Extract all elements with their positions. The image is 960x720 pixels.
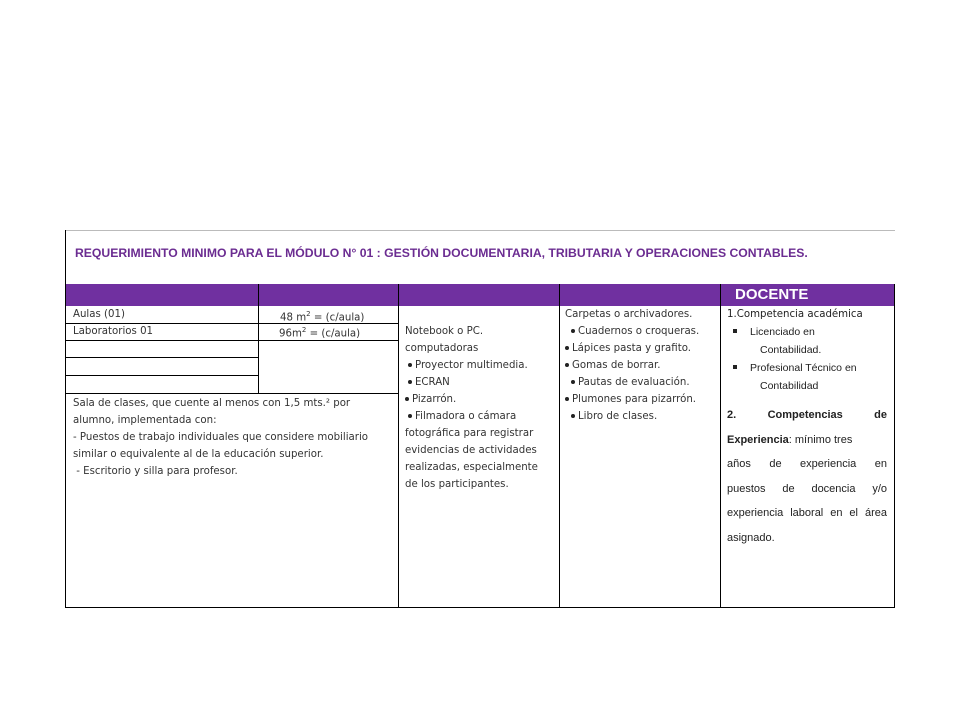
competence-academic-item: Licenciado en Contabilidad.	[727, 323, 889, 359]
sala-line: alumno, implementada con:	[73, 415, 217, 426]
experience-text: : mínimo tres	[788, 433, 853, 446]
equipment-item: Notebook o PC.	[405, 326, 484, 337]
row-line-3	[65, 357, 259, 358]
material-item: Gomas de borrar.	[565, 357, 719, 374]
bullet-icon	[565, 346, 569, 350]
size-value: 48 m	[280, 312, 307, 324]
bullet-icon	[571, 414, 575, 418]
size-value: 96m	[279, 328, 302, 340]
bullet-icon	[571, 329, 575, 333]
bullet-icon	[565, 363, 569, 367]
size-exponent: 2	[301, 326, 307, 334]
col-line-equipment	[398, 306, 399, 608]
sala-line: similar o equivalente al de la educación superior.	[73, 449, 324, 460]
size-unit: = (c/aula)	[310, 312, 365, 324]
material-item: Plumones para pizarrón.	[565, 391, 719, 408]
row-line-4	[65, 375, 259, 376]
square-bullet-icon	[733, 329, 737, 333]
bullet-icon	[565, 397, 569, 401]
docente-header: DOCENTE	[735, 286, 809, 303]
equipment-item: evidencias de actividades	[405, 445, 537, 456]
material-item: Lápices pasta y grafito.	[565, 340, 719, 357]
border-bottom	[65, 607, 895, 608]
competence-number: 2.	[727, 409, 737, 421]
space-label-laboratorios: Laboratorios 01	[73, 326, 154, 337]
space-label-aulas: Aulas (01)	[73, 309, 125, 320]
experiencia-label: Experiencia	[727, 433, 789, 446]
experience-text: años de experiencia en	[727, 458, 887, 470]
border-right	[894, 284, 895, 608]
material-item: Pautas de evaluación.	[565, 374, 719, 391]
size-unit: = (c/aula)	[306, 328, 361, 340]
material-item: Libro de clases.	[565, 408, 719, 425]
experience-text: experiencia laboral en el área	[727, 507, 887, 519]
competence-experience	[727, 403, 887, 550]
equipment-item: Pizarrón.	[405, 391, 557, 408]
space-size-laboratorios	[279, 322, 360, 342]
col-line-docente	[720, 306, 721, 608]
equipment-list	[405, 323, 557, 493]
equipment-item: de los participantes.	[405, 479, 509, 490]
row-line-5	[65, 393, 399, 394]
equipment-item: computadoras	[405, 343, 479, 354]
experience-text: puestos de docencia y/o	[727, 482, 887, 495]
competence-de: de	[874, 409, 887, 421]
col-line-size	[258, 306, 259, 394]
bullet-icon	[408, 380, 412, 384]
table-title: REQUERIMIENTO MINIMO PARA EL MÓDULO N° 01 : GESTIÓN DOCUMENTARIA, TRIBUTARIA Y OPERACIONES CONTABLES.	[75, 246, 808, 260]
material-item: Carpetas o archivadores.	[565, 309, 693, 320]
sala-line: - Puestos de trabajo individuales que considere mobiliario	[73, 432, 369, 443]
equipment-item: realizadas, especialmente	[405, 462, 538, 473]
competence-academic-item: Profesional Técnico en Contabilidad	[727, 359, 889, 395]
docente-competencies	[727, 306, 889, 550]
sala-line: Sala de clases, que cuente al menos con 1,5 mts.² por	[73, 398, 351, 409]
materials-list	[565, 306, 719, 425]
competence-academic-title: 1.Competencia académica	[727, 309, 863, 320]
col-line-materials	[559, 306, 560, 608]
experience-text: asignado.	[727, 531, 775, 544]
border-left	[65, 230, 66, 608]
size-exponent: 2	[306, 310, 311, 318]
sala-line: - Escritorio y silla para profesor.	[73, 466, 238, 477]
competence-word: Competencias	[767, 409, 843, 421]
equipment-item: ECRAN	[405, 374, 557, 391]
equipment-item: Proyector multimedia.	[405, 357, 557, 374]
competence-item-line: Contabilidad	[760, 380, 819, 392]
material-item: Cuadernos o croqueras.	[565, 323, 719, 340]
border-top	[65, 230, 895, 231]
square-bullet-icon	[733, 365, 737, 369]
header-divider-2	[398, 284, 399, 306]
equipment-item: fotográfica para registrar	[405, 428, 534, 439]
requirements-table	[65, 230, 895, 608]
sala-description	[73, 395, 395, 480]
bullet-icon	[408, 414, 412, 418]
equipment-item: Filmadora o cámara	[405, 408, 557, 425]
header-divider-1	[258, 284, 259, 306]
header-divider-3	[559, 284, 560, 306]
bullet-icon	[408, 363, 412, 367]
header-divider-4	[720, 284, 721, 306]
bullet-icon	[405, 397, 409, 401]
bullet-icon	[571, 380, 575, 384]
competence-item-line: Contabilidad.	[760, 344, 822, 356]
